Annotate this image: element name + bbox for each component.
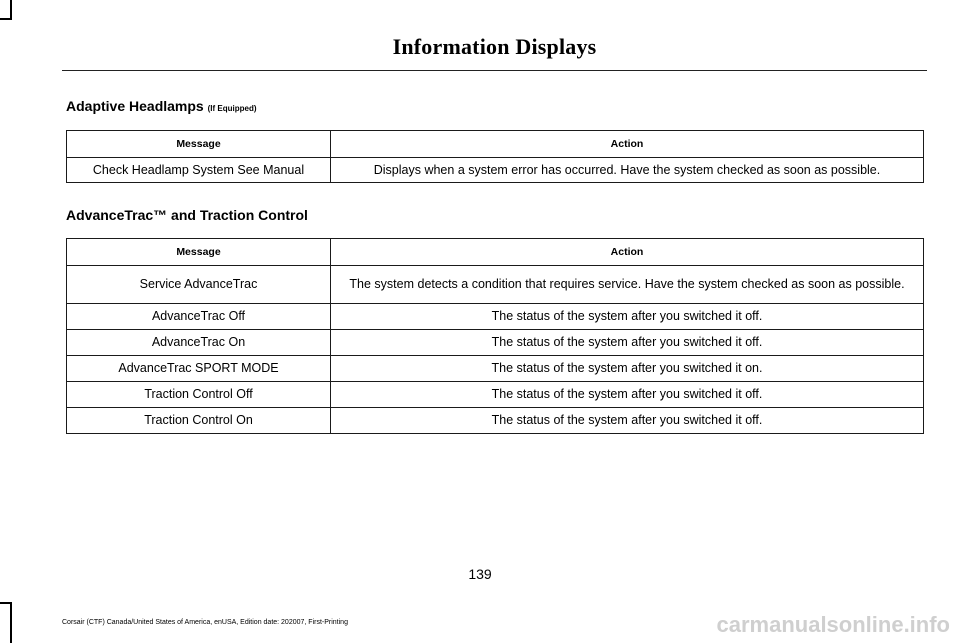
action-cell: The status of the system after you switched it on.	[331, 356, 924, 382]
message-cell: Traction Control Off	[67, 382, 331, 408]
message-cell: AdvanceTrac On	[67, 330, 331, 356]
table-row	[67, 330, 924, 356]
action-cell: The status of the system after you switched it off.	[331, 304, 924, 330]
table-row	[67, 382, 924, 408]
message-cell: Service AdvanceTrac	[67, 266, 331, 304]
adaptive-headlamps-table	[66, 130, 924, 183]
action-cell: The status of the system after you switched it off.	[331, 382, 924, 408]
message-cell: AdvanceTrac Off	[67, 304, 331, 330]
page-title: Information Displays	[392, 34, 597, 59]
action-cell: The status of the system after you switched it off.	[331, 408, 924, 434]
action-cell: The system detects a condition that requires service. Have the system checked as soon as possible.	[331, 266, 924, 304]
column-header-action: Action	[331, 131, 924, 158]
column-header-action: Action	[331, 239, 924, 266]
crop-mark-bottom-left-h	[0, 602, 12, 604]
section-title-suffix: (If Equipped)	[207, 104, 257, 113]
column-header-message: Message	[67, 239, 331, 266]
section-title: Adaptive Headlamps	[66, 98, 204, 114]
section-heading-adaptive-headlamps	[66, 98, 257, 114]
advancetrac-table	[66, 238, 924, 434]
header-divider	[62, 70, 927, 71]
table-header-row	[67, 131, 924, 158]
message-cell: Check Headlamp System See Manual	[67, 158, 331, 183]
section-title: AdvanceTrac™ and Traction Control	[66, 207, 308, 223]
crop-mark-bottom-left	[10, 602, 12, 643]
column-header-message: Message	[67, 131, 331, 158]
table-row	[67, 304, 924, 330]
message-cell: AdvanceTrac SPORT MODE	[67, 356, 331, 382]
table-row	[67, 356, 924, 382]
action-cell: Displays when a system error has occurred. Have the system checked as soon as possible.	[331, 158, 924, 183]
message-cell: Traction Control On	[67, 408, 331, 434]
crop-mark-top-left-h	[0, 18, 12, 20]
table-row	[67, 266, 924, 304]
watermark: carmanualsonline.info	[716, 612, 950, 637]
page-number: 139	[468, 566, 492, 582]
section-heading-advancetrac	[66, 207, 308, 223]
table-row	[67, 408, 924, 434]
table-header-row	[67, 239, 924, 266]
crop-mark-top-left	[10, 0, 12, 20]
action-cell: The status of the system after you switched it off.	[331, 330, 924, 356]
footer-edition-info: Corsair (CTF) Canada/United States of America, enUSA, Edition date: 202007, First-Printing	[62, 619, 348, 626]
table-row	[67, 158, 924, 183]
